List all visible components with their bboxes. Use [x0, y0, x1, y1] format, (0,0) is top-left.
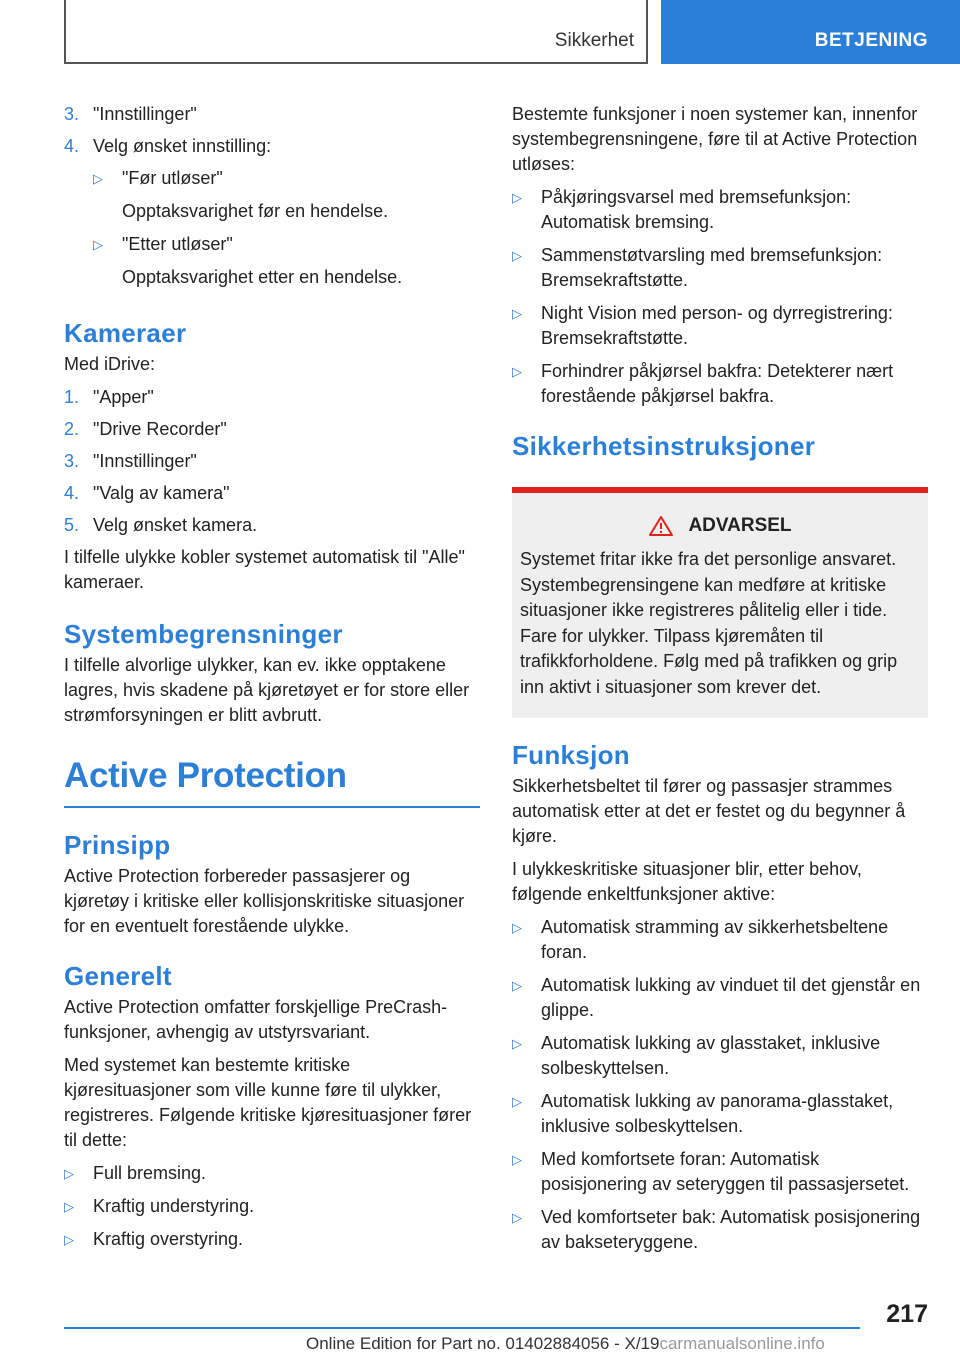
footer-edition-text [306, 1334, 825, 1354]
step-number: 3. [64, 451, 80, 471]
step-number: 5. [64, 515, 80, 535]
functions-intro: Bestemte funksjoner i noen systemer kan, innenfor systembegrensningene, føre til at Active Protection utløses: [512, 104, 918, 174]
step-number: 3. [64, 104, 80, 124]
action-item [512, 1205, 928, 1255]
triangle-bullet-icon: ▷ [512, 1036, 522, 1051]
warning-title-row [520, 515, 920, 537]
action-text: Automatisk lukking av panorama-glasstaket, inklusive solbeskyttelsen. [541, 1091, 894, 1136]
action-item [512, 1089, 928, 1139]
kameraer-note: I tilfelle ulykke kobler systemet automatisk til "Alle" kameraer. [64, 547, 465, 592]
option-note: Opptaksvarighet etter en hendelse. [122, 267, 403, 287]
step-number: 2. [64, 419, 80, 439]
header-chapter-tab [661, 0, 960, 64]
step-text: "Drive Recorder" [93, 419, 227, 439]
action-item [512, 915, 928, 965]
generelt-paragraph-2: Med systemet kan bestemte kritiske kjøresituasjoner som ville kunne føre til ulykker, registreres. Følgende kritiske kjøresituasjoner fører til dette: [64, 1055, 472, 1150]
triangle-bullet-icon: ▷ [512, 1152, 522, 1167]
situation-text: Kraftig understyring. [93, 1196, 255, 1216]
triangle-bullet-icon: ▷ [512, 248, 522, 263]
generelt-heading: Generelt [64, 961, 172, 991]
option-item [64, 166, 480, 191]
step-item [64, 102, 480, 127]
warning-title: ADVARSEL [688, 515, 792, 536]
option-label: "Etter utløser" [122, 234, 233, 254]
option-note: Opptaksvarighet før en hendelse. [122, 201, 389, 221]
function-item [512, 359, 928, 409]
header-section-tab [64, 0, 648, 64]
funksjon-paragraph-2: I ulykkeskritiske situasjoner blir, etter behov, følgende enkeltfunksjoner aktive: [512, 859, 862, 904]
triangle-bullet-icon: ▷ [64, 1199, 74, 1214]
situation-item [64, 1194, 480, 1219]
triangle-bullet-icon: ▷ [64, 1232, 74, 1247]
step-item [64, 513, 480, 538]
step-text: "Apper" [93, 387, 154, 407]
triangle-bullet-icon: ▷ [512, 190, 522, 205]
funksjon-heading: Funksjon [512, 740, 630, 770]
sikkerhetsinstruksjoner-heading: Sikkerhetsinstruksjoner [512, 431, 816, 461]
triangle-bullet-icon: ▷ [64, 1166, 74, 1181]
function-text: Sammenstøtvarsling med bremsefunksjon: Bremsekraftstøtte. [541, 245, 883, 290]
triangle-bullet-icon: ▷ [512, 978, 522, 993]
header-chapter-title: BETJENING [814, 30, 928, 51]
step-number: 4. [64, 483, 80, 503]
warning-triangle-icon [648, 515, 674, 537]
situation-text: Kraftig overstyring. [93, 1229, 244, 1249]
action-item [512, 1147, 928, 1197]
option-item [64, 232, 480, 257]
footer-divider [64, 1327, 860, 1329]
step-item [64, 449, 480, 474]
prinsipp-heading: Prinsipp [64, 830, 171, 860]
action-text: Ved komfortseter bak: Automatisk posisjonering av bakseteryggene. [541, 1207, 921, 1252]
edition-text: Online Edition for Part no. 01402884056 - X/19 [306, 1334, 660, 1353]
option-label: "Før utløser" [122, 168, 223, 188]
function-item [512, 185, 928, 235]
triangle-bullet-icon: ▷ [512, 1094, 522, 1109]
left-column [64, 102, 480, 1260]
kameraer-heading: Kameraer [64, 318, 187, 348]
funksjon-paragraph-1: Sikkerhetsbeltet til fører og passasjer strammes automatisk etter at det er festet og du begynner å kjøre. [512, 776, 906, 846]
situation-text: Full bremsing. [93, 1163, 207, 1183]
step-text: "Innstillinger" [93, 104, 197, 124]
step-number: 4. [64, 136, 80, 156]
prinsipp-text: Active Protection forbereder passasjerer og kjøretøy i kritiske eller kollisjonskritiske situasjoner for en eventuelt forestående ulykke. [64, 866, 465, 936]
function-text: Night Vision med person- og dyrregistrering: Bremsekraftstøtte. [541, 303, 893, 348]
systembegrensninger-heading: Systembegrensninger [64, 619, 343, 649]
step-text: "Valg av kamera" [93, 483, 230, 503]
action-text: Automatisk lukking av glasstaket, inklusive solbeskyttelsen. [541, 1033, 881, 1078]
step-text: "Innstillinger" [93, 451, 197, 471]
systembegrensninger-text: I tilfelle alvorlige ulykker, kan ev. ikke opptakene lagres, hvis skadene på kjøretøyet er for store eller strømforsyningen er blitt avbrutt. [64, 655, 470, 725]
action-text: Med komfortsete foran: Automatisk posisjonering av seteryggen til passasjersetet. [541, 1149, 910, 1194]
triangle-bullet-icon: ▷ [93, 237, 103, 252]
triangle-bullet-icon: ▷ [512, 306, 522, 321]
function-item [512, 243, 928, 293]
function-item [512, 301, 928, 351]
header-section-title: Sikkerhet [554, 30, 634, 51]
warning-box [512, 487, 928, 718]
active-protection-heading: Active Protection [64, 754, 480, 808]
action-item [512, 1031, 928, 1081]
step-item [64, 385, 480, 410]
situation-item [64, 1161, 480, 1186]
step-text: Velg ønsket kamera. [93, 515, 258, 535]
step-item [64, 481, 480, 506]
kameraer-intro: Med iDrive: [64, 354, 156, 374]
step-text: Velg ønsket innstilling: [93, 136, 272, 156]
generelt-paragraph-1: Active Protection omfatter forskjellige PreCrash-funksjoner, avhengig av utstyrsvariant. [64, 997, 448, 1042]
function-text: Påkjøringsvarsel med bremsefunksjon: Automatisk bremsing. [541, 187, 852, 232]
situation-item [64, 1227, 480, 1252]
function-text: Forhindrer påkjørsel bakfra: Detekterer nært forestående påkjørsel bakfra. [541, 361, 894, 406]
warning-text: Systemet fritar ikke fra det personlige ansvaret. Systembegrensingene kan medføre at kritiske situasjoner ikke registreres pålitelig eller i tide. Fare for ulykker. Tilpass kjøremåten til trafikkforholdene. Følg med på trafikken og grip inn aktivt i situasjoner som krever det. [520, 549, 898, 697]
watermark-text: carmanualsonline.info [659, 1334, 825, 1353]
triangle-bullet-icon: ▷ [512, 364, 522, 379]
triangle-bullet-icon: ▷ [512, 1210, 522, 1225]
action-item [512, 973, 928, 1023]
triangle-bullet-icon: ▷ [93, 171, 103, 186]
triangle-bullet-icon: ▷ [512, 920, 522, 935]
step-number: 1. [64, 387, 80, 407]
step-item [64, 134, 480, 159]
step-item [64, 417, 480, 442]
action-text: Automatisk lukking av vinduet til det gjenstår en glippe. [541, 975, 921, 1020]
right-column [512, 102, 928, 1263]
action-text: Automatisk stramming av sikkerhetsbeltene foran. [541, 917, 889, 962]
page-number: 217 [886, 1300, 928, 1328]
